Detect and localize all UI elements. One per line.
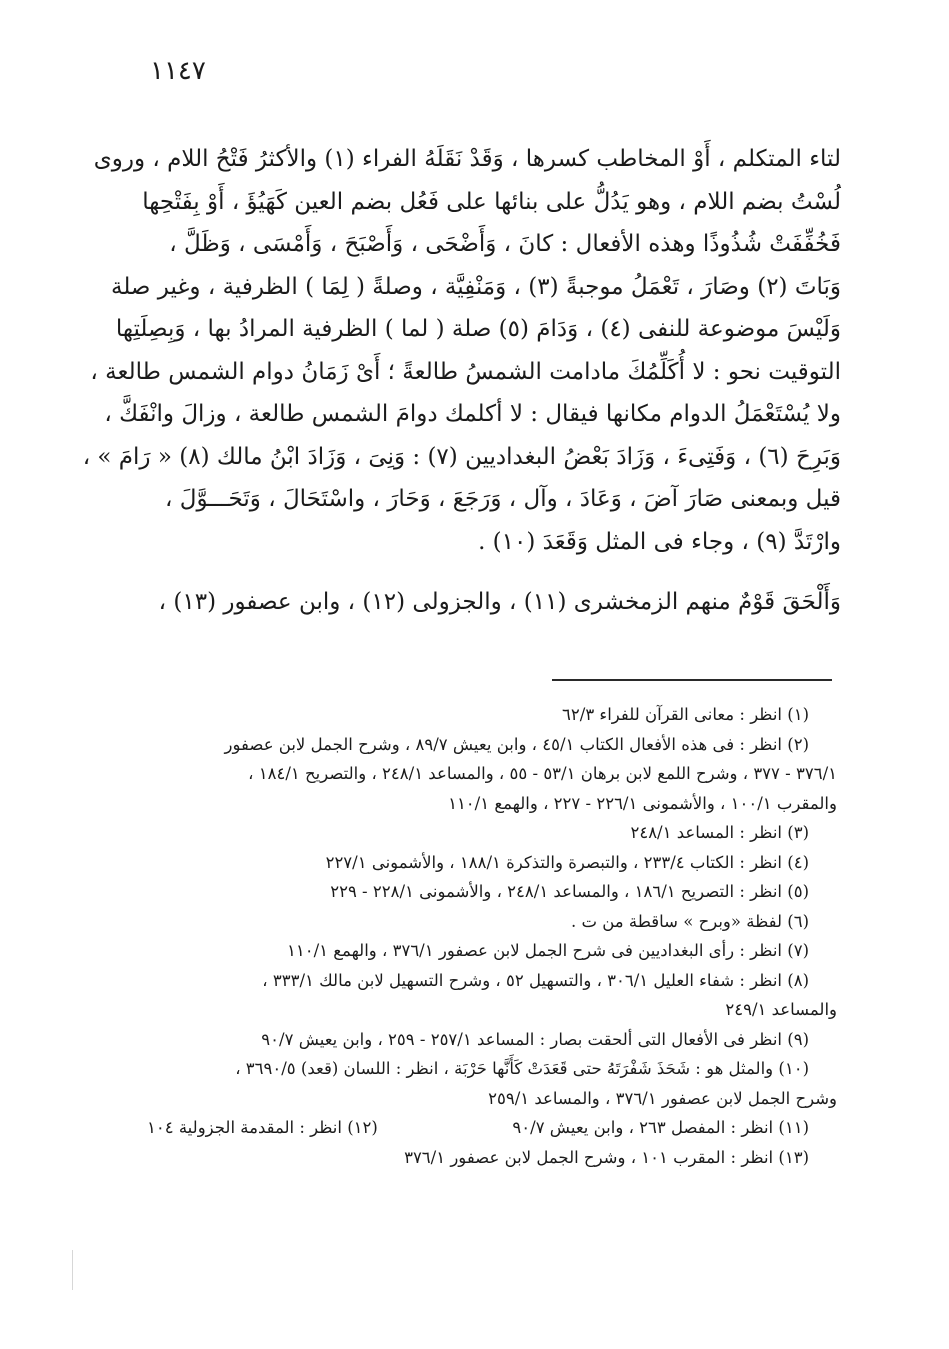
main-text-line: وَلَيْسَ موضوعة للنفى (٤) ، وَدَامَ (٥) صلة ( لما ) الظرفية المرادُ بها ، وَبِصِلَتِها xyxy=(115,316,841,342)
main-text-line: لتاء المتكلم ، أَوْ المخاطب كسرها ، وَقَدْ نَقَلَهُ الفراء (١) والأكثرُ فَتْحُ اللام ، وروى xyxy=(93,146,841,172)
main-text-line: وَبَرِحَ (٦) ، وَفَتِىءَ ، وَزَادَ بَعْضُ البغداديين (٧) : وَنِىَ ، وَزَادَ ابْنُ مالك (٨) « رَامَ » ، xyxy=(82,443,841,470)
footnote-9: (٩) انظر فى الأفعال التى ألحقت بصار : المساعد ٢٥٧/١ - ٢٥٩ ، وابن يعيش ٩٠/٧ xyxy=(261,1029,809,1049)
page-number: ١١٤٧ xyxy=(150,56,206,86)
main-text-line: فَخُفِّفَتْ شُذُوذًا وهذه الأفعال : كانَ ، وَأَضْحَى ، وَأَصْبَحَ ، وَأَمْسَى ، وَظَلَّ ، xyxy=(169,231,841,257)
footnote-8: (٨) انظر : شفاء العليل ٣٠٦/١ ، والتسهيل ٥٢ ، وشرح التسهيل لابن مالك ٣٣٣/١ ، xyxy=(262,970,809,990)
footnote-5: (٥) انظر : التصريح ١٨٦/١ ، والمساعد ٢٤٨/١ ، والأشمونى ٢٢٨/١ - ٢٢٩ xyxy=(330,882,809,901)
footnote-1: (١) انظر : معانى القرآن للفراء ٦٢/٣ xyxy=(562,705,809,724)
footnote-3: (٣) انظر : المساعد ٢٤٨/١ xyxy=(630,823,809,842)
footnote-13: (١٣) انظر : المقرب ١٠١ ، وشرح الجمل لابن عصفور ٣٧٦/١ xyxy=(404,1147,809,1167)
footnote-4: (٤) انظر : الكتاب ٢٣٣/٤ ، والتبصرة والتذكرة ١٨٨/١ ، والأشمونى ٢٢٧/١ xyxy=(325,852,809,872)
main-text-line: ولا يُسْتَعْمَلُ الدوام مكانها فيقال : لا أكلمك دوامَ الشمس طالعة ، وزالَ وانْفَكَّ ، xyxy=(104,401,841,427)
footnote-6: (٦) لفظة «وبرح » ساقطة من ت . xyxy=(570,911,809,931)
footnote-2-continued: ٣٧٦/١ - ٣٧٧ ، وشرح اللمع لابن برهان ٥٣/١ - ٥٥ ، والمساعد ٢٤٨/١ ، والتصريح ١٨٤/١ ، xyxy=(248,764,837,783)
footnote-10-continued: وشرح الجمل لابن عصفور ٣٧٦/١ ، والمساعد ٢٥٩/١ xyxy=(488,1088,837,1108)
main-text-line: التوقيت نحو : لا أُكَلِّمُكَ مادامت الشمسُ طالعةً ؛ أَىْ زَمَانُ دوام الشمس طالعة ، xyxy=(90,358,841,385)
footnotes-block xyxy=(147,700,837,1172)
scan-margin-mark xyxy=(72,1250,73,1290)
main-text-line: قيل وبمعنى صَارَ آضَ ، وَعَادَ ، وآل ، وَرَجَعَ ، وَحَارَ ، واسْتَحَالَ ، وَتَحَـــوَّلَ ، xyxy=(165,486,841,512)
footnote-row-11-12 xyxy=(147,1113,837,1143)
footnote-divider xyxy=(552,679,832,681)
footnote-8-continued: والمساعد ٢٤٩/١ xyxy=(725,1000,837,1019)
main-text-line: وارْتَدَّ (٩) ، وجاء فى المثل وَقَعَدَ (١٠) . xyxy=(478,528,841,555)
footnote-12: (١٢) انظر : المقدمة الجزولية ١٠٤ xyxy=(147,1118,378,1137)
main-text-line: وَبَاتَ (٢) وصَارَ ، تَعْمَلُ موجبةً (٣) ، وَمَنْفِيَّة ، وصلةً ( لِمَا ) الظرفية ، وغير صلة xyxy=(110,273,841,300)
footnote-10: (١٠) والمثل هو : شَحَذَ شَفْرَتَهُ حتى قَعَدَتْ كَأَنَّها حَرْبَة ، انظر : اللسان (قعد) ٣٦٩٠/٥ ، xyxy=(235,1059,809,1078)
main-text-block xyxy=(82,138,841,624)
footnote-7: (٧) انظر : رأى البغداديين فى شرح الجمل لابن عصفور ٣٧٦/١ ، والهمع ١١٠/١ xyxy=(287,941,809,960)
footnote-2-continued: والمقرب ١٠٠/١ ، والأشمونى ٢٢٦/١ - ٢٢٧ ، والهمع ١١٠/١ xyxy=(448,793,837,813)
footnote-11: (١١) انظر : المفصل ٢٦٣ ، وابن يعيش ٩٠/٧ xyxy=(512,1118,809,1137)
main-text-line: لُسْتُ بضم اللام ، وهو يَدُلُّ على بنائها على فَعُل بضم العين كَهَيُؤَ ، أَوْ بِفَتْحِها xyxy=(142,188,841,215)
footnote-2: (٢) انظر : فى هذه الأفعال الكتاب ٤٥/١ ، وابن يعيش ٨٩/٧ ، وشرح الجمل لابن عصفور xyxy=(224,734,809,754)
main-text-line: وَأَلْحَقَ قَوْمٌ منهم الزمخشرى (١١) ، والجزولى (١٢) ، وابن عصفور (١٣) ، xyxy=(158,589,841,615)
